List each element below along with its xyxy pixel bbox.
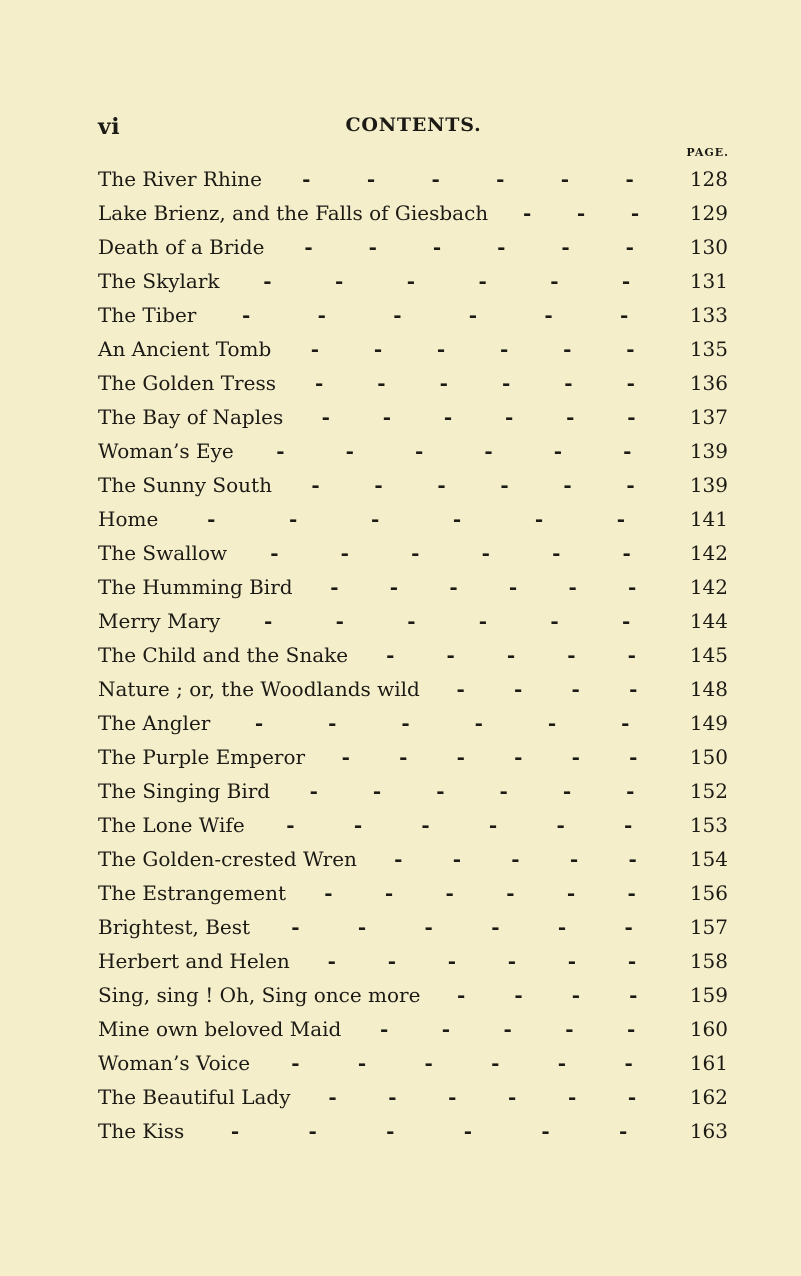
dot-leader: - - - - - <box>394 847 637 871</box>
page-folio: vi <box>98 114 121 140</box>
toc-entry <box>98 672 728 706</box>
entry-title: Sing, sing ! Oh, Sing once more <box>98 983 421 1007</box>
entry-page-number: 136 <box>689 371 728 395</box>
entry-title: The Angler <box>98 711 211 735</box>
toc-entry <box>98 910 728 944</box>
toc-entry <box>98 298 728 332</box>
dot-leader: - - - - - - <box>302 167 634 191</box>
dot-leader: - - - - - - <box>291 1051 633 1075</box>
toc-entry <box>98 502 728 536</box>
dot-leader: - - - - - - <box>327 949 637 973</box>
toc-entry <box>98 1114 728 1148</box>
contents-list <box>98 162 728 1148</box>
dot-leader: - - - - - - <box>341 745 638 769</box>
entry-title: Mine own beloved Maid <box>98 1017 342 1041</box>
toc-entry <box>98 264 728 298</box>
page-title: CONTENTS. <box>345 114 482 136</box>
entry-page-number: 148 <box>689 677 728 701</box>
toc-entry <box>98 230 728 264</box>
toc-entry <box>98 162 728 196</box>
entry-page-number: 150 <box>689 745 728 769</box>
entry-page-number: 142 <box>689 575 728 599</box>
toc-entry <box>98 366 728 400</box>
entry-title: The Sunny South <box>98 473 272 497</box>
dot-leader: - - - - - - <box>270 541 631 565</box>
dot-leader: - - - - - - <box>309 779 635 803</box>
entry-title: The Tiber <box>98 303 197 327</box>
dot-leader: - - - - - - <box>286 813 633 837</box>
dot-leader: - - - - - <box>380 1017 636 1041</box>
entry-title: Death of a Bride <box>98 235 265 259</box>
toc-entry <box>98 434 728 468</box>
entry-page-number: 131 <box>689 269 728 293</box>
entry-title: The Humming Bird <box>98 575 293 599</box>
dot-leader: - - - - - - <box>314 371 635 395</box>
dot-leader: - - - <box>522 201 640 225</box>
entry-title: The Child and the Snake <box>98 643 349 667</box>
toc-entry <box>98 740 728 774</box>
entry-title: The Lone Wife <box>98 813 245 837</box>
toc-entry <box>98 944 728 978</box>
dot-leader: - - - - - - <box>207 507 626 531</box>
entry-page-number: 154 <box>689 847 728 871</box>
entry-page-number: 162 <box>689 1085 728 1109</box>
entry-title: Merry Mary <box>98 609 221 633</box>
toc-entry <box>98 332 728 366</box>
toc-entry <box>98 978 728 1012</box>
dot-leader: - - - - <box>456 983 638 1007</box>
dot-leader: - - - - <box>456 677 638 701</box>
toc-entry <box>98 706 728 740</box>
toc-entry <box>98 468 728 502</box>
entry-page-number: 156 <box>689 881 728 905</box>
entry-title: The Golden Tress <box>98 371 276 395</box>
entry-page-number: 133 <box>689 303 728 327</box>
dot-leader: - - - - - - <box>276 439 632 463</box>
toc-entry <box>98 400 728 434</box>
entry-title: Home <box>98 507 159 531</box>
entry-page-number: 152 <box>689 779 728 803</box>
entry-page-number: 139 <box>689 439 728 463</box>
toc-entry <box>98 1012 728 1046</box>
dot-leader: - - - - - - <box>311 473 635 497</box>
page-column-label: PAGE. <box>686 146 729 159</box>
entry-page-number: 163 <box>689 1119 728 1143</box>
entry-title: The Swallow <box>98 541 228 565</box>
entry-title: Woman’s Eye <box>98 439 234 463</box>
entry-title: The Estrangement <box>98 881 287 905</box>
entry-title: The Kiss <box>98 1119 185 1143</box>
toc-entry <box>98 1046 728 1080</box>
entry-page-number: 149 <box>689 711 728 735</box>
dot-leader: - - - - - <box>386 643 636 667</box>
entry-title: The Bay of Naples <box>98 405 284 429</box>
toc-entry <box>98 196 728 230</box>
entry-page-number: 158 <box>689 949 728 973</box>
toc-entry <box>98 638 728 672</box>
entry-title: The Golden-crested Wren <box>98 847 357 871</box>
entry-page-number: 161 <box>689 1051 728 1075</box>
entry-page-number: 135 <box>689 337 728 361</box>
entry-title: The Beautiful Lady <box>98 1085 291 1109</box>
entry-page-number: 145 <box>689 643 728 667</box>
entry-page-number: 128 <box>689 167 728 191</box>
entry-title: Brightest, Best <box>98 915 251 939</box>
toc-entry <box>98 842 728 876</box>
toc-entry <box>98 604 728 638</box>
entry-title: Lake Brienz, and the Falls of Giesbach <box>98 201 489 225</box>
dot-leader: - - - - - - <box>330 575 637 599</box>
entry-title: The River Rhine <box>98 167 262 191</box>
running-head <box>98 114 729 140</box>
entry-title: Woman’s Voice <box>98 1051 251 1075</box>
entry-title: Herbert and Helen <box>98 949 290 973</box>
toc-entry <box>98 774 728 808</box>
entry-title: An Ancient Tomb <box>98 337 272 361</box>
dot-leader: - - - - - - <box>230 1119 628 1143</box>
entry-page-number: 137 <box>689 405 728 429</box>
dot-leader: - - - - - - <box>242 303 629 327</box>
entry-page-number: 159 <box>689 983 728 1007</box>
entry-title: The Singing Bird <box>98 779 271 803</box>
entry-page-number: 160 <box>689 1017 728 1041</box>
entry-title: The Purple Emperor <box>98 745 306 769</box>
toc-entry <box>98 536 728 570</box>
entry-page-number: 153 <box>689 813 728 837</box>
entry-page-number: 141 <box>689 507 728 531</box>
dot-leader: - - - - - - <box>321 405 636 429</box>
entry-page-number: 144 <box>689 609 728 633</box>
entry-page-number: 130 <box>689 235 728 259</box>
dot-leader: - - - - - - <box>310 337 635 361</box>
entry-title: Nature ; or, the Woodlands wild <box>98 677 420 701</box>
entry-page-number: 142 <box>689 541 728 565</box>
toc-entry <box>98 876 728 910</box>
entry-page-number: 129 <box>689 201 728 225</box>
dot-leader: - - - - - - <box>264 609 631 633</box>
toc-entry <box>98 570 728 604</box>
dot-leader: - - - - - - <box>254 711 630 735</box>
entry-page-number: 157 <box>689 915 728 939</box>
dot-leader: - - - - - - <box>304 235 634 259</box>
toc-entry <box>98 808 728 842</box>
dot-leader: - - - - - - <box>291 915 633 939</box>
dot-leader: - - - - - - <box>263 269 631 293</box>
entry-title: The Skylark <box>98 269 220 293</box>
dot-leader: - - - - - - <box>324 881 636 905</box>
dot-leader: - - - - - - <box>328 1085 637 1109</box>
toc-entry <box>98 1080 728 1114</box>
entry-page-number: 139 <box>689 473 728 497</box>
